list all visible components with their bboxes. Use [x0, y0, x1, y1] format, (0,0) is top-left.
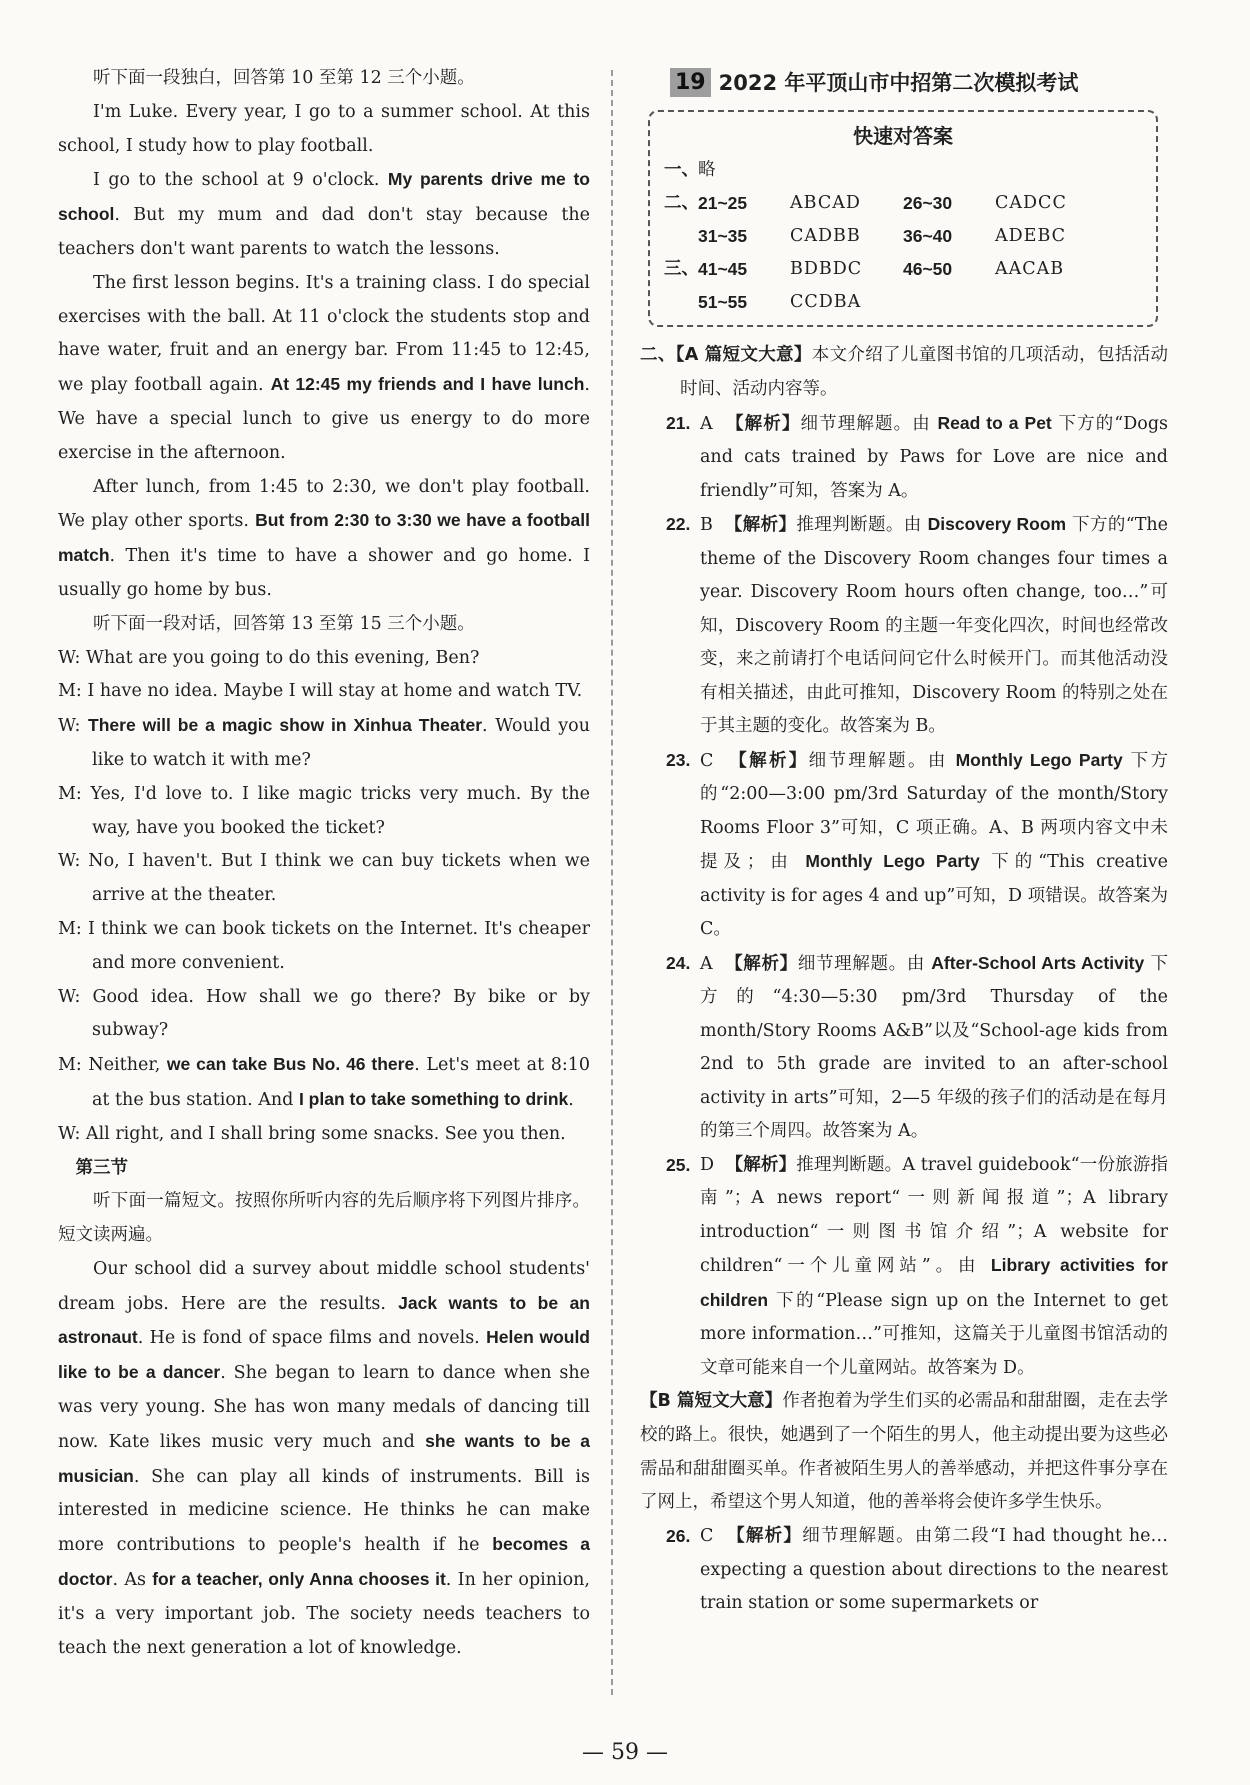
question-23: 23. C 【解析】细节理解题。由 Monthly Lego Party 下方的“2:00—3:00 pm/3rd Saturday of the month/Story Rooms Floor 3”可知，C 项正确。A、B 两项内容文中未提及；由 Monthly Lego Party 下的“This creative activity is for ages 4 and up”可知，D 项错误。故答案为 C。 [666, 749, 1169, 940]
dialogue-line: W: All right, and I shall bring some snacks. See you then. [58, 1123, 566, 1144]
question-21: 21. A 【解析】细节理解题。由 Read to a Pet 下方的“Dogs and cats trained by Paws for Love are nice and friendly”可知，答案为 A。 [666, 412, 1169, 501]
dialogue-line: M: I have no idea. Maybe I will stay at home and watch TV. [58, 681, 583, 702]
passage-a-summary: 二、【A 篇短文大意】本文介绍了儿童图书馆的几项活动，包括活动时间、活动内容等。 [640, 345, 1168, 399]
paragraph: I go to the school at 9 o'clock. My parents drive me to school. But my mum and dad don't stay because the teachers don't want parents to watch the lessons. [58, 169, 590, 259]
page-number: — 59 — [582, 1740, 668, 1765]
question-26: 26. C 【解析】细节理解题。由第二段“I had thought he… expecting a question about directions to the nearest train station or some supermarkets or [666, 1526, 1168, 1614]
answer-explanations [640, 407, 1168, 1386]
paragraph: Our school did a survey about middle school students' dream jobs. Here are the results. Jack wants to be an astronaut. He is fond of space films and novels. Helen would like to be a dancer. She began to learn to dance when she was very young. She has won many medals of dancing till now. Kate likes music very much and she wants to be a musician. She can play all kinds of instruments. Bill is interested in medicine science. He thinks he can make more contributions to people's health if he becomes a doctor. As for a teacher, only Anna chooses it. In her opinion, it's a very important job. The society needs teachers to teach the next generation a lot of knowledge. [58, 1258, 591, 1658]
exam-number-badge: 19 [670, 68, 711, 97]
dialogue-line: M: Neither, we can take Bus No. 46 there. Let's meet at 8:10 at the bus station. And I plan to take something to drink. [58, 1054, 590, 1110]
dialogue-line: W: What are you going to do this evening, Ben? [58, 647, 480, 668]
exam-title-text: 2022 年平顶山市中招第二次模拟考试 [718, 71, 1079, 95]
section-instruction: 听下面一篇短文。按照你所听内容的先后顺序将下列图片排序。短文读两遍。 [58, 1191, 590, 1246]
dialogue-line: W: No, I haven't. But I think we can buy tickets when we arrive at the theater. [58, 851, 590, 906]
dialogue-line: W: There will be a magic show in Xinhua Theater. Would you like to watch it with me? [58, 715, 590, 770]
dialogue-instruction: 听下面一段对话，回答第 13 至第 15 三个小题。 [93, 613, 475, 634]
answer-row: 31~35 CADBB 36~40 ADEBC [698, 226, 1067, 246]
paragraph: The first lesson begins. It's a training class. I do special exercises with the ball. At 11 o'clock the students stop and have water, fruit and an energy bar. From 11:45 to 12:45, we play football again. At 12:45 my friends and I have lunch. We have a special lunch to give us energy to do more exercise in the afternoon. [58, 272, 590, 463]
answer-row: 二、 21~25 ABCAD 26~30 CADCC [664, 193, 1067, 213]
dialogue-line: M: Yes, I'd love to. I like magic tricks very much. By the way, have you booked the ticket? [58, 783, 590, 838]
question-24: 24. A 【解析】细节理解题。由 After-School Arts Activity 下方的“4:30—5:30 pm/3rd Thursday of the month/Story Rooms A&B”以及“School-age kids from 2nd to 5th grade are invited to an after-school activity in arts”可知，2—5 年级的孩子们的活动是在每月的第三个周四。故答案为 A。 [666, 952, 1168, 1142]
paragraph: I'm Luke. Every year, I go to a summer school. At this school, I study how to play football. [58, 101, 590, 156]
monologue-instruction: 听下面一段独白，回答第 10 至第 12 三个小题。 [93, 68, 475, 88]
right-column [640, 62, 1168, 1621]
answer-row: 三、 41~45 BDBDC 46~50 AACAB [664, 259, 1065, 279]
paragraph: After lunch, from 1:45 to 2:30, we don't play football. We play other sports. But from 2:30 to 3:30 we have a football match. Then it's time to have a shower and go home. I usually go home by bus. [58, 476, 590, 600]
section-heading: 第三节 [75, 1157, 128, 1178]
question-22: 22. B 【解析】推理判断题。由 Discovery Room 下方的“The theme of the Discovery Room changes four times a year. Discovery Room hours often change, too…”可知，Discovery Room 的主题一年变化四次，时间也经常改变，来之前请打个电话问问它什么时候开门。而其他活动没有相关描述，由此可推知，Discovery Room 的特别之处在于其主题的变化。故答案为 B。 [666, 514, 1169, 737]
answer-row: 51~55 CCDBA [698, 292, 862, 312]
column-divider [611, 70, 613, 1695]
dialogue-line: W: Good idea. How shall we go there? By bike or by subway? [58, 986, 590, 1041]
question-25: 25. D 【解析】推理判断题。A travel guidebook“一份旅游指南”；A news report“一则新闻报道”；A library introduction“一则图书馆介绍”；A website for children“一个儿童网站”。由 Library activities for children 下的“Please sign up on the Internet to get more information…”可推知，这篇关于儿童图书馆活动的文章可能来自一个儿童网站。故答案为 D。 [666, 1154, 1169, 1378]
answer-box-title: 快速对答案 [853, 124, 953, 148]
dialogue-line: M: I think we can book tickets on the Internet. It's cheaper and more convenient. [58, 918, 590, 973]
exam-title [670, 62, 1168, 102]
quick-answer-box [648, 110, 1158, 327]
left-column [58, 62, 590, 1665]
passage-b-summary: 【B 篇短文大意】作者抱着为学生们买的必需品和甜甜圈，走在去学校的路上。很快，她遇到了一个陌生的男人，他主动提出要为这些必需品和甜甜圈买单。作者被陌生男人的善举感动，并把这件事分享在了网上，希望这个男人知道，他的善举将会使许多学生快乐。 [640, 1391, 1169, 1513]
answer-row: 一、 略 [664, 160, 717, 180]
